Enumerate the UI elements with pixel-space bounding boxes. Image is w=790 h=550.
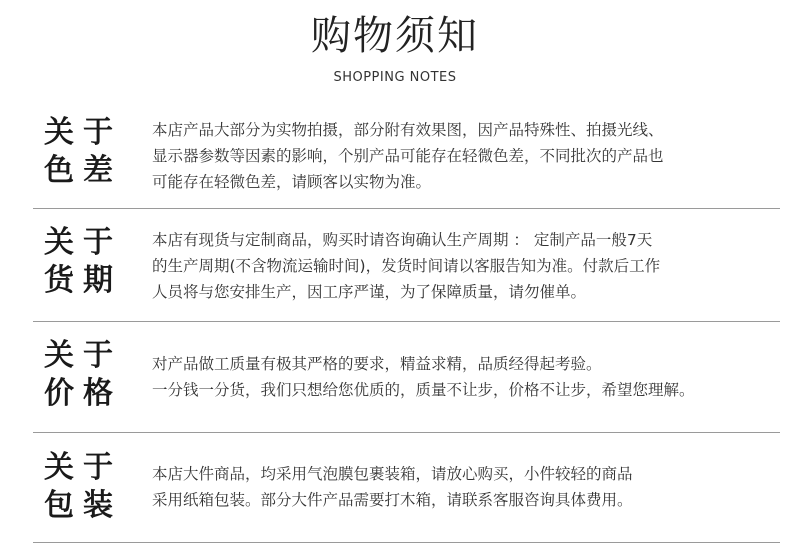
- section-body: [152, 351, 782, 403]
- heading-line-1: 关于: [44, 338, 122, 373]
- page-header: [0, 0, 790, 100]
- body-line: 一分钱一分货，我们只想给您优质的，质量不让步，价格不让步，希望您理解。: [152, 381, 695, 399]
- body-line: 采用纸箱包装。部分大件产品需要打木箱，请联系客服咨询具体费用。: [152, 491, 633, 509]
- body-line: 对产品做工质量有极其严格的要求，精益求精，品质经得起考验。: [152, 355, 602, 373]
- heading-line-2: 价格: [44, 376, 122, 411]
- heading-line-2: 包装: [44, 488, 122, 523]
- body-line: 本店产品大部分为实物拍摄，部分附有效果图，因产品特殊性、拍摄光线、: [152, 121, 664, 139]
- section-divider: [33, 432, 780, 433]
- section-divider: [33, 542, 780, 543]
- section-body: [152, 117, 782, 195]
- section-heading: [33, 114, 133, 190]
- section-price: [33, 337, 780, 427]
- section-body: [152, 461, 782, 513]
- page-subtitle: SHOPPING NOTES: [333, 70, 457, 85]
- body-line: 人员将与您安排生产，因工序严谨，为了保障质量，请勿催单。: [152, 283, 587, 301]
- heading-line-1: 关于: [44, 450, 122, 485]
- body-line: 显示器参数等因素的影响，个别产品可能存在轻微色差，不同批次的产品也: [152, 147, 664, 165]
- heading-line-1: 关于: [44, 225, 122, 260]
- heading-line-2: 货期: [44, 263, 122, 298]
- section-heading: [33, 449, 133, 525]
- body-line: 本店大件商品，均采用气泡膜包裹装箱，请放心购买，小件较轻的商品: [152, 465, 633, 483]
- heading-line-1: 关于: [44, 115, 122, 150]
- page-title: 购物须知: [311, 13, 479, 59]
- section-packaging: [33, 449, 780, 539]
- body-line: 可能存在轻微色差，请顾客以实物为准。: [152, 173, 432, 191]
- section-body: [152, 227, 782, 305]
- section-divider: [33, 321, 780, 322]
- section-heading: [33, 224, 133, 300]
- section-color-difference: [33, 114, 780, 204]
- section-heading: [33, 337, 133, 413]
- body-line: 本店有现货与定制商品，购买时请咨询确认生产周期 ： 定制产品一般7天: [152, 231, 653, 249]
- section-divider: [33, 208, 780, 209]
- section-delivery-period: [33, 224, 780, 314]
- heading-line-2: 色差: [44, 153, 122, 188]
- body-line: 的生产周期(不含物流运输时间)，发货时间请以客服告知为准。付款后工作: [152, 257, 661, 275]
